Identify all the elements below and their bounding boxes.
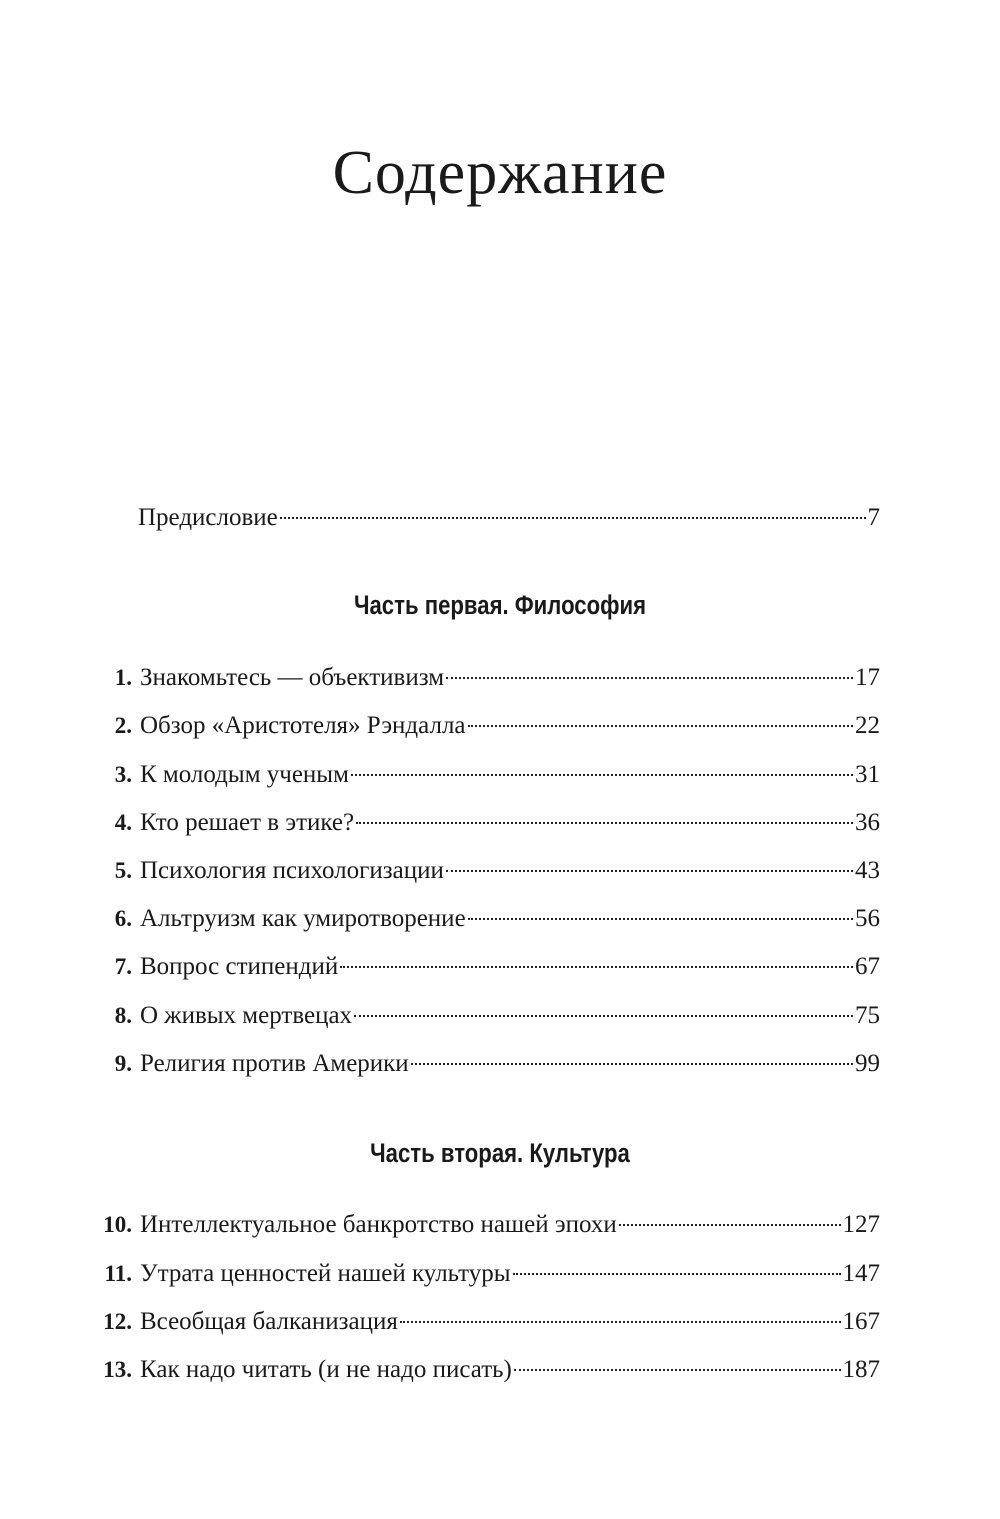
- dot-leader: [354, 1015, 853, 1017]
- toc-entry-11[interactable]: [80, 1254, 880, 1294]
- toc-entry-number: 7.: [114, 954, 132, 979]
- toc-entry-text: Альтруизм как умиротворение: [140, 905, 466, 932]
- toc-entry-page: 7: [867, 504, 880, 531]
- part-heading-1: Часть первая. Философия: [353, 590, 647, 620]
- toc-entry-number: 6.: [114, 906, 132, 931]
- dot-leader: [446, 677, 853, 679]
- toc-entry-page: 31: [855, 761, 880, 788]
- page-title: Содержание: [332, 139, 668, 207]
- toc-entry-page: 187: [842, 1356, 880, 1383]
- toc-entry-number: 8.: [114, 1003, 132, 1028]
- toc-entry-page: 167: [842, 1308, 880, 1335]
- toc-entry-text: Всеобщая балканизация: [140, 1308, 398, 1335]
- toc-entry-page: 147: [842, 1260, 880, 1287]
- toc-entry-5[interactable]: [80, 851, 880, 891]
- toc-entry-number: 1.: [114, 665, 132, 690]
- toc-entry-number: 3.: [114, 762, 132, 787]
- toc-entry-3[interactable]: [80, 755, 880, 795]
- toc-entry-text: Кто решает в этике?: [140, 809, 355, 836]
- toc-entry-2[interactable]: [80, 706, 880, 746]
- toc-entry-number: 10.: [103, 1212, 132, 1237]
- dot-leader: [446, 870, 853, 872]
- toc-entry-page: 22: [855, 712, 880, 739]
- dot-leader: [468, 725, 853, 727]
- toc-entry-12[interactable]: [80, 1302, 880, 1342]
- dot-leader: [280, 517, 866, 519]
- dot-leader: [351, 774, 853, 776]
- toc-entry-text: Интеллектуальное банкротство нашей эпохи: [140, 1211, 617, 1238]
- dot-leader: [411, 1063, 853, 1065]
- toc-entry-text: Вопрос стипендий: [140, 953, 339, 980]
- toc-entry-text: Предисловие: [138, 504, 278, 531]
- toc-entry-page: 99: [855, 1050, 880, 1077]
- toc-entry-page: 17: [855, 664, 880, 691]
- toc-entry-page: 36: [855, 809, 880, 836]
- toc-entry-number: 5.: [114, 858, 132, 883]
- toc-entry-8[interactable]: [80, 996, 880, 1036]
- toc-entry-page: 67: [855, 953, 880, 980]
- dot-leader: [514, 1369, 841, 1371]
- toc-entry-4[interactable]: [80, 803, 880, 843]
- toc-entry-text: О живых мертвецах: [140, 1002, 353, 1029]
- toc-entry-page: 127: [842, 1211, 880, 1238]
- toc-entry-page: 43: [855, 857, 880, 884]
- toc-entry-number: 9.: [114, 1051, 132, 1076]
- dot-leader: [356, 822, 853, 824]
- toc-entry-7[interactable]: [80, 947, 880, 987]
- toc-entry-number: 11.: [104, 1261, 132, 1286]
- toc-entry-number: 13.: [103, 1357, 132, 1382]
- toc-entry-number: 4.: [114, 810, 132, 835]
- toc-entry-text: Обзор «Аристотеля» Рэндалла: [140, 712, 466, 739]
- dot-leader: [513, 1273, 841, 1275]
- toc-entry-number: 12.: [103, 1309, 132, 1334]
- toc-entry-text: Психология психологизации: [140, 857, 444, 884]
- toc-entry-text: Утрата ценностей нашей культуры: [140, 1260, 511, 1287]
- toc-entry-page: 75: [855, 1002, 880, 1029]
- dot-leader: [619, 1224, 841, 1226]
- toc-entry-6[interactable]: [80, 899, 880, 939]
- toc-entry-number: 2.: [114, 713, 132, 738]
- part-heading-2: Часть вторая. Культура: [370, 1138, 630, 1168]
- toc-entry-9[interactable]: [80, 1044, 880, 1084]
- toc-entry-text: Религия против Америки: [140, 1050, 409, 1077]
- toc-entry-text: Знакомьтесь — объективизм: [140, 664, 445, 691]
- toc-entry-page: 56: [855, 905, 880, 932]
- toc-entry-1[interactable]: [80, 658, 880, 698]
- dot-leader: [468, 918, 853, 920]
- dot-leader: [340, 966, 853, 968]
- toc-entry-preface[interactable]: [138, 498, 880, 538]
- toc-entry-13[interactable]: [80, 1350, 880, 1390]
- toc-entry-10[interactable]: [80, 1205, 880, 1245]
- dot-leader: [400, 1321, 841, 1323]
- toc-entry-text: Как надо читать (и не надо писать): [140, 1356, 512, 1383]
- toc-entry-text: К молодым ученым: [140, 761, 349, 788]
